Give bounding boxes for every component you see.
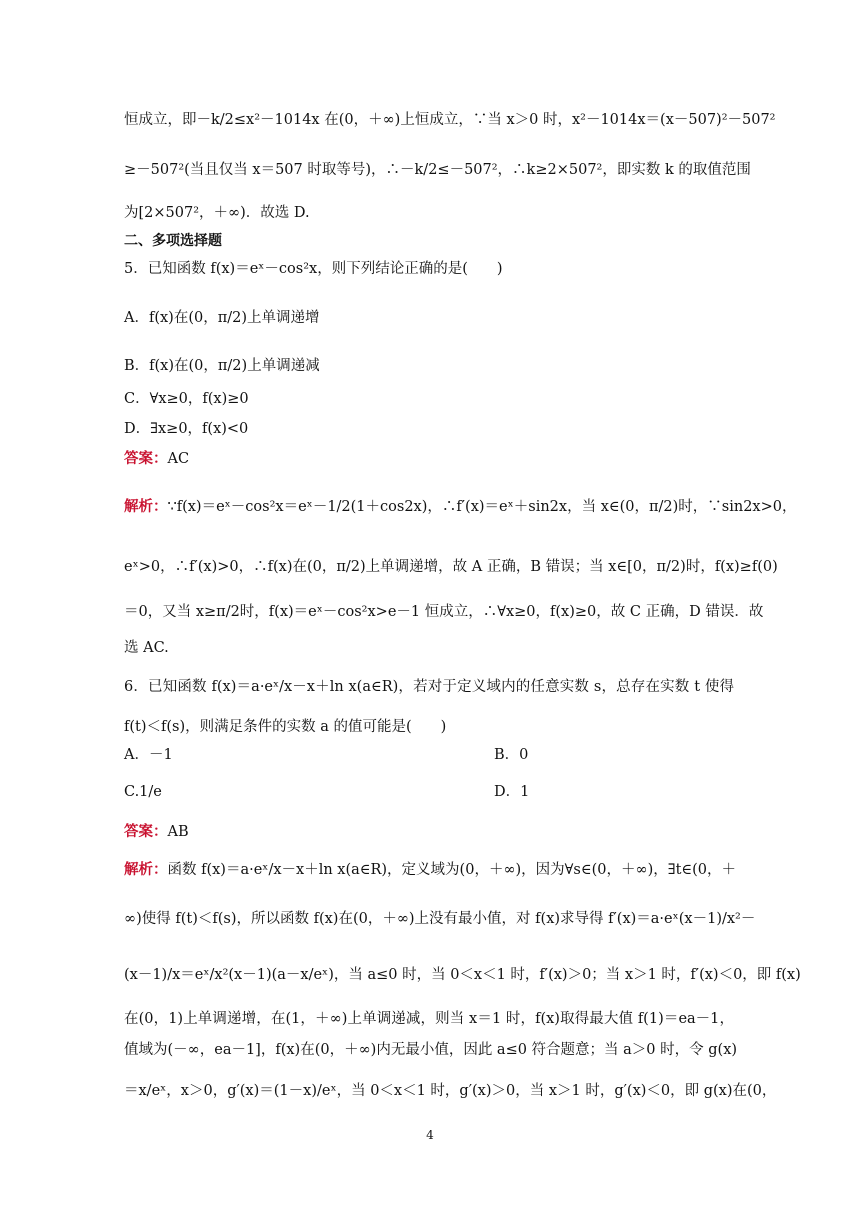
option-d: D．∃x≥0，f(x)<0: [124, 421, 249, 437]
answer-label: 答案：: [124, 451, 168, 467]
answer-label: 答案：: [124, 824, 168, 840]
answer-value: AB: [167, 824, 189, 840]
text-line: 在(0，1)上单调递增，在(1，＋∞)上单调递减，则当 x＝1 时，f(x)取得最大值 f(1)＝ea－1，: [124, 1011, 734, 1027]
explanation-text: ∵f(x)＝eˣ－cos²x＝eˣ－1/2(1＋cos2x)，∴f′(x)＝eˣ＋sin2x，当 x∈(0，π/2)时，∵sin2x>0，: [167, 499, 797, 515]
text-line: (x－1)/x＝eˣ/x²(x－1)(a－x/eˣ)，当 a≤0 时，当 0＜x＜1 时，f′(x)＞0；当 x＞1 时，f′(x)＜0，即 f(x): [124, 967, 801, 983]
option-c: C．∀x≥0，f(x)≥0: [124, 391, 249, 407]
option-b: B．0: [494, 747, 529, 763]
text-line: 值域为(－∞，ea－1]，f(x)在(0，＋∞)内无最小值，因此 a≤0 符合题意；当 a＞0 时，令 g(x): [124, 1042, 738, 1058]
text-line: 为[2×507²，＋∞)．故选 D.: [124, 205, 310, 221]
text-line: ∞)使得 f(t)＜f(s)，所以函数 f(x)在(0，＋∞)上没有最小值，对 f(x)求导得 f′(x)＝a·eˣ(x－1)/x²－: [124, 911, 756, 927]
explanation-label: 解析：: [124, 499, 168, 515]
option-row: [124, 745, 734, 765]
answer-5: [124, 449, 734, 469]
explanation-label: 解析：: [124, 862, 168, 878]
option-a: A．－1: [124, 747, 173, 763]
explanation-5: [124, 497, 797, 517]
explanation-text: 函数 f(x)＝a·eˣ/x－x＋ln x(a∈R)，定义域为(0，＋∞)，因为∀s∈(0，＋∞)，∃t∈(0，＋: [167, 862, 737, 878]
option-d: D．1: [494, 784, 530, 800]
text-line: 选 AC.: [124, 640, 169, 656]
section-heading: 二、多项选择题: [124, 233, 222, 249]
text-line: 恒成立，即－k/2≤x²－1014x 在(0，＋∞)上恒成立，∵当 x＞0 时，x²－1014x＝(x－507)²－507²: [124, 112, 776, 128]
option-row: [124, 782, 734, 802]
text-line: ＝0，又当 x≥π/2时，f(x)＝eˣ－cos²x>e－1 恒成立，∴∀x≥0，f(x)≥0，故 C 正确，D 错误．故: [124, 604, 764, 620]
text-line: ≥－507²(当且仅当 x＝507 时取等号)，∴－k/2≤－507²，∴k≥2×507²，即实数 k 的取值范围: [124, 162, 751, 178]
question-5: 5．已知函数 f(x)＝eˣ－cos²x，则下列结论正确的是( ): [124, 261, 503, 277]
option-c: C.1/e: [124, 784, 162, 800]
text-line: f(t)＜f(s)，则满足条件的实数 a 的值可能是( ): [124, 719, 447, 735]
explanation-6: [124, 860, 737, 880]
option-b: B．f(x)在(0，π/2)上单调递减: [124, 358, 320, 374]
page-number: 4: [426, 1128, 434, 1142]
text-line: eˣ>0，∴f′(x)>0，∴f(x)在(0，π/2)上单调递增，故 A 正确，B 错误；当 x∈[0，π/2)时，f(x)≥f(0): [124, 559, 778, 575]
question-6: 6．已知函数 f(x)＝a·eˣ/x－x＋ln x(a∈R)，若对于定义域内的任意实数 s，总存在实数 t 使得: [124, 679, 734, 695]
answer-6: [124, 822, 734, 842]
answer-value: AC: [167, 451, 190, 467]
option-a: A．f(x)在(0，π/2)上单调递增: [124, 310, 320, 326]
text-line: ＝x/eˣ，x＞0，g′(x)＝(1－x)/eˣ，当 0＜x＜1 时，g′(x)＞0，当 x＞1 时，g′(x)＜0，即 g(x)在(0，: [124, 1083, 777, 1099]
